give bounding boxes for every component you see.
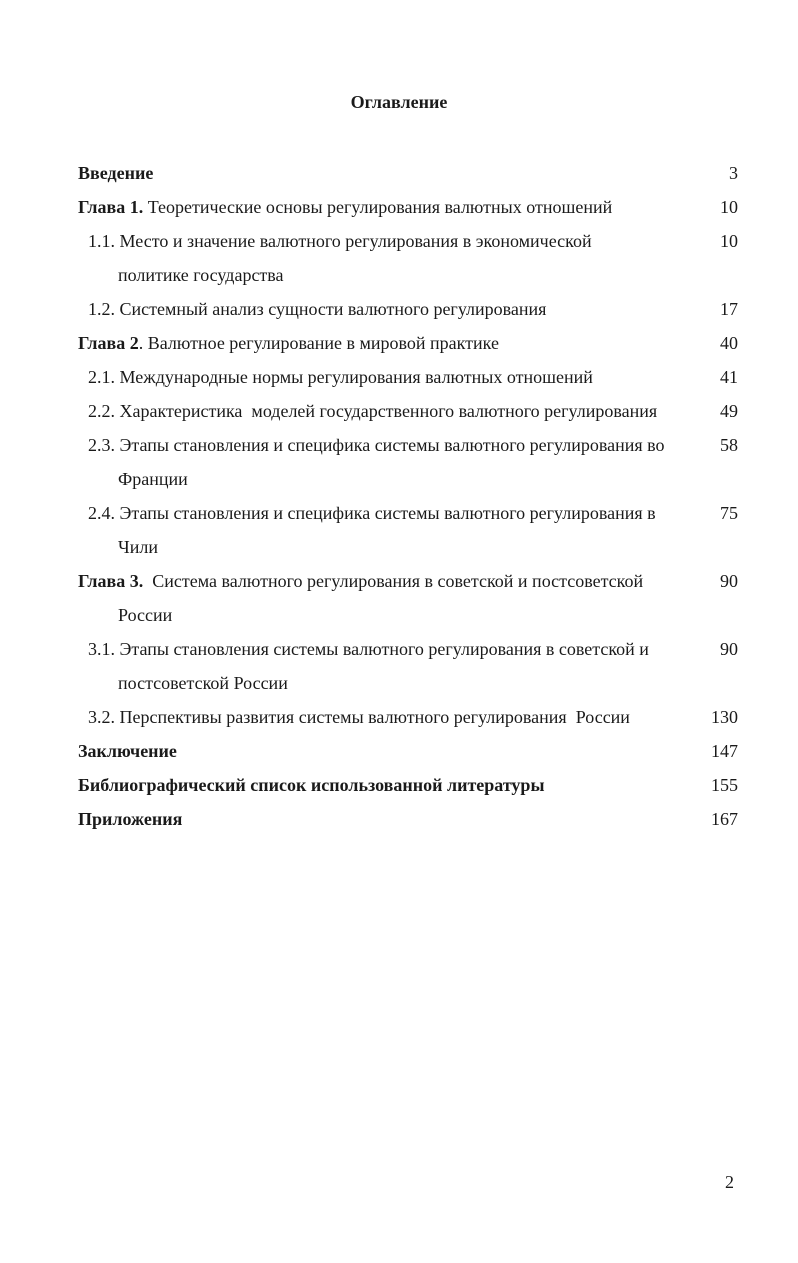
toc-page-number: 90 bbox=[720, 571, 738, 591]
toc-entry-title: 1.2. Системный анализ сущности валютного регулирования bbox=[88, 299, 547, 319]
toc-entry-title: Теоретические основы регулирования валютных отношений bbox=[143, 197, 613, 217]
toc-entry-title: Система валютного регулирования в советской и постсоветской bbox=[143, 571, 644, 591]
toc-page-number: 130 bbox=[711, 707, 738, 727]
toc-entry-title: 3.1. Этапы становления системы валютного регулирования в советской и bbox=[88, 639, 649, 659]
toc-section-entry bbox=[0, 632, 798, 700]
toc-entry-bold-label: Глава 1. bbox=[78, 197, 144, 217]
toc-entry-text bbox=[78, 156, 678, 190]
toc-entry-line bbox=[88, 292, 688, 326]
toc-entry-text bbox=[88, 394, 688, 428]
toc-entry-text bbox=[88, 700, 688, 734]
toc-entry-bold-label: Глава 3. bbox=[78, 571, 144, 591]
toc-chapter-entry bbox=[0, 326, 798, 360]
toc-entry-text bbox=[78, 768, 678, 802]
toc-section-entry bbox=[0, 292, 798, 326]
toc-section-entry bbox=[0, 496, 798, 564]
toc-entry-bold-label: Библиографический список использованной литературы bbox=[78, 775, 545, 795]
toc-entry-line bbox=[78, 190, 678, 224]
toc-entry-text bbox=[88, 292, 688, 326]
toc-entry-line bbox=[88, 428, 688, 462]
toc-entry-text bbox=[88, 428, 688, 496]
toc-entry-text bbox=[88, 360, 688, 394]
toc-page-number: 167 bbox=[711, 809, 738, 829]
toc-page-number: 75 bbox=[720, 503, 738, 523]
toc-entry-line bbox=[78, 768, 678, 802]
toc-section-entry bbox=[0, 700, 798, 734]
toc-page-number: 49 bbox=[720, 401, 738, 421]
toc-section-entry bbox=[0, 360, 798, 394]
toc-page-number: 147 bbox=[711, 741, 738, 761]
toc-entry-text bbox=[78, 802, 678, 836]
toc-chapter-entry bbox=[0, 734, 798, 768]
toc-page-number: 90 bbox=[720, 639, 738, 659]
toc-entry-text bbox=[78, 326, 678, 360]
toc-entry-line bbox=[88, 632, 688, 666]
toc-page-number: 3 bbox=[729, 163, 738, 183]
toc-entry-text bbox=[88, 496, 688, 564]
toc-entry-title: 2.2. Характеристика моделей государственного валютного регулирования bbox=[88, 401, 658, 421]
toc-entry-line bbox=[88, 224, 688, 258]
toc-entry-line bbox=[88, 360, 688, 394]
toc-entry-bold-label: Глава 2 bbox=[78, 333, 139, 353]
toc-entry-continuation: постсоветской России bbox=[118, 673, 288, 693]
toc-entry-line bbox=[88, 700, 688, 734]
page-number: 2 bbox=[725, 1172, 734, 1192]
toc-section-entry bbox=[0, 428, 798, 496]
toc-entry-text bbox=[78, 190, 678, 224]
toc-entry-line bbox=[78, 734, 678, 768]
toc-page-number: 10 bbox=[720, 231, 738, 251]
toc-entry-text bbox=[88, 632, 688, 700]
toc-entry-continuation: Франции bbox=[118, 469, 188, 489]
toc-entry-line bbox=[78, 564, 678, 598]
toc-entry-line bbox=[88, 496, 688, 530]
toc-page-number: 155 bbox=[711, 775, 738, 795]
toc-entry-continuation: политике государства bbox=[118, 265, 284, 285]
toc-page-number: 41 bbox=[720, 367, 738, 387]
toc-entry-title: 2.4. Этапы становления и специфика системы валютного регулирования в bbox=[88, 503, 656, 523]
toc-entry-text bbox=[88, 224, 688, 292]
toc-chapter-entry bbox=[0, 802, 798, 836]
toc-page-number: 17 bbox=[720, 299, 738, 319]
toc-entry-text bbox=[78, 734, 678, 768]
toc-section-entry bbox=[0, 224, 798, 292]
toc-entry-bold-label: Введение bbox=[78, 163, 154, 183]
toc-entry-line bbox=[78, 156, 678, 190]
toc-chapter-entry bbox=[0, 190, 798, 224]
toc-entry-title: 3.2. Перспективы развития системы валютного регулирования России bbox=[88, 707, 630, 727]
toc-entry-bold-label: Приложения bbox=[78, 809, 183, 829]
toc-chapter-entry bbox=[0, 156, 798, 190]
toc-entry-text bbox=[78, 564, 678, 632]
toc-list bbox=[0, 156, 798, 836]
toc-entry-title: . Валютное регулирование в мировой практике bbox=[138, 333, 499, 353]
toc-entry-bold-label: Заключение bbox=[78, 741, 177, 761]
toc-entry-title: 2.3. Этапы становления и специфика системы валютного регулирования во bbox=[88, 435, 665, 455]
toc-page-number: 10 bbox=[720, 197, 738, 217]
toc-entry-line bbox=[78, 326, 678, 360]
toc-section-entry bbox=[0, 394, 798, 428]
toc-title: Оглавление bbox=[350, 92, 448, 112]
toc-entry-title: 2.1. Международные нормы регулирования валютных отношений bbox=[88, 367, 593, 387]
toc-page-number: 40 bbox=[720, 333, 738, 353]
toc-entry-title: 1.1. Место и значение валютного регулирования в экономической bbox=[88, 231, 592, 251]
toc-chapter-entry bbox=[0, 768, 798, 802]
toc-page-number: 58 bbox=[720, 435, 738, 455]
toc-entry-line bbox=[88, 394, 688, 428]
toc-chapter-entry bbox=[0, 564, 798, 632]
toc-entry-continuation: России bbox=[118, 605, 173, 625]
toc-entry-line bbox=[78, 802, 678, 836]
toc-entry-continuation: Чили bbox=[118, 537, 158, 557]
